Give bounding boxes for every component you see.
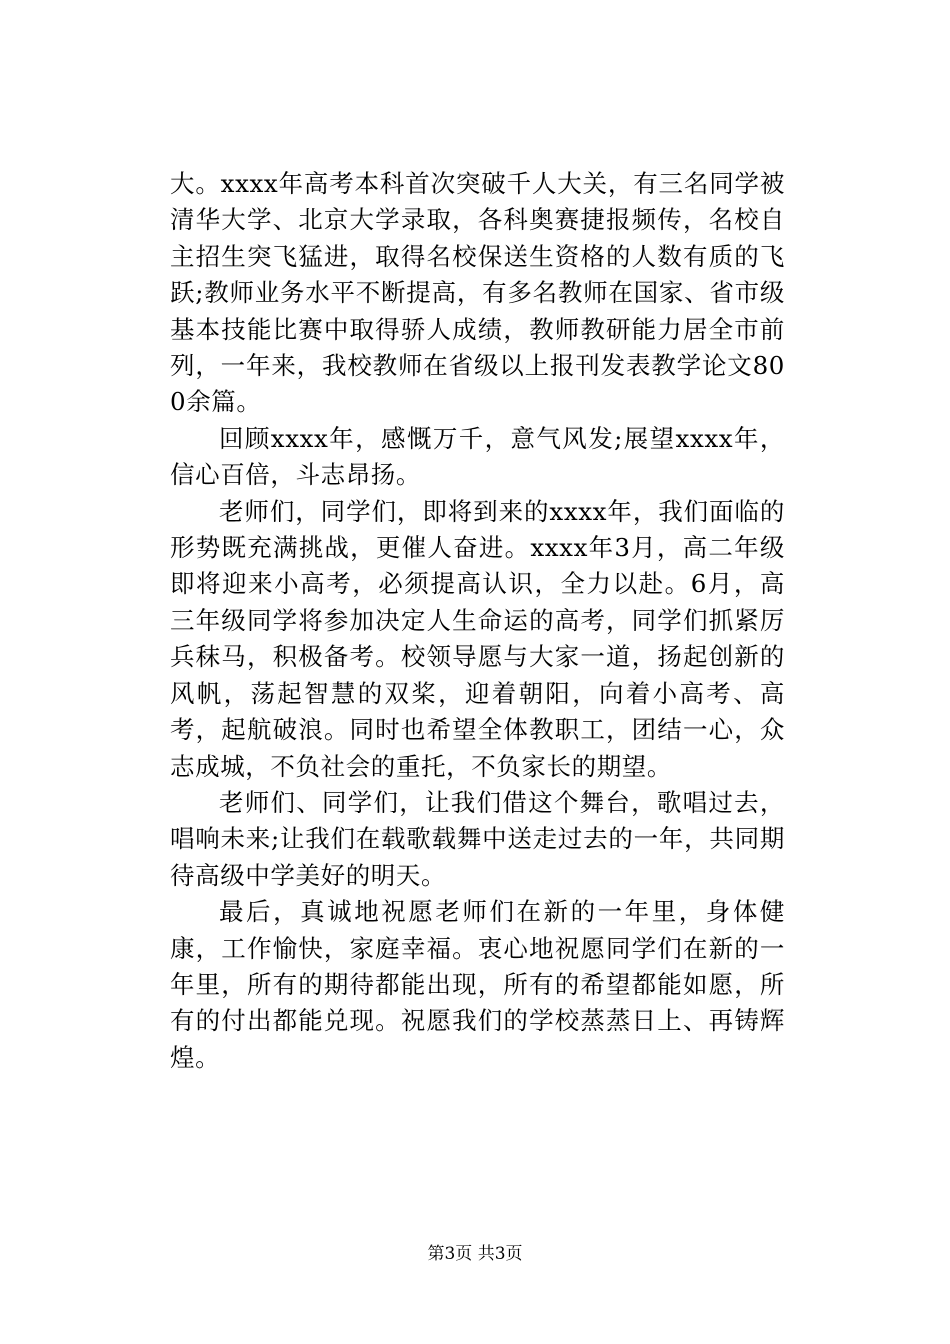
paragraph-outlook: 老师们，同学们，即将到来的xxxx年，我们面临的形势既充满挑战，更催人奋进。xxxx年3月，高二年级即将迎来小高考，必须提高认识，全力以赴。6月，高三年级同学将参加决定人生命运的高考，同学们抓紧厉兵秣马，积极备考。校领导愿与大家一道，扬起创新的风帆，荡起智慧的双桨，迎着朝阳，向着小高考、高考，起航破浪。同时也希望全体教职工，团结一心，众志成城，不负社会的重托，不负家长的期望。 bbox=[170, 496, 785, 781]
document-body bbox=[170, 166, 785, 1076]
page-number-footer: 第3页 共3页 bbox=[427, 1244, 523, 1264]
paragraph-stage: 老师们、同学们，让我们借这个舞台，歌唱过去，唱响未来;让我们在载歌载舞中送走过去的一年，共同期待高级中学美好的明天。 bbox=[170, 787, 785, 890]
paragraph-closing-wishes: 最后，真诚地祝愿老师们在新的一年里，身体健康，工作愉快，家庭幸福。衷心地祝愿同学们在新的一年里，所有的期待都能出现，所有的希望都能如愿，所有的付出都能兑现。祝愿我们的学校蒸蒸日上、再铸辉煌。 bbox=[170, 897, 785, 1072]
paragraph-continuation: 大。xxxx年高考本科首次突破千人大关，有三名同学被清华大学、北京大学录取，各科奥赛捷报频传，名校自主招生突飞猛进，取得名校保送生资格的人数有质的飞跃;教师业务水平不断提高，有多名教师在国家、省市级基本技能比赛中取得骄人成绩，教师教研能力居全市前列，一年来，我校教师在省级以上报刊发表教学论文800余篇。 bbox=[170, 169, 785, 417]
paragraph-review: 回顾xxxx年，感慨万千，意气风发;展望xxxx年，信心百倍，斗志昂扬。 bbox=[170, 423, 785, 490]
